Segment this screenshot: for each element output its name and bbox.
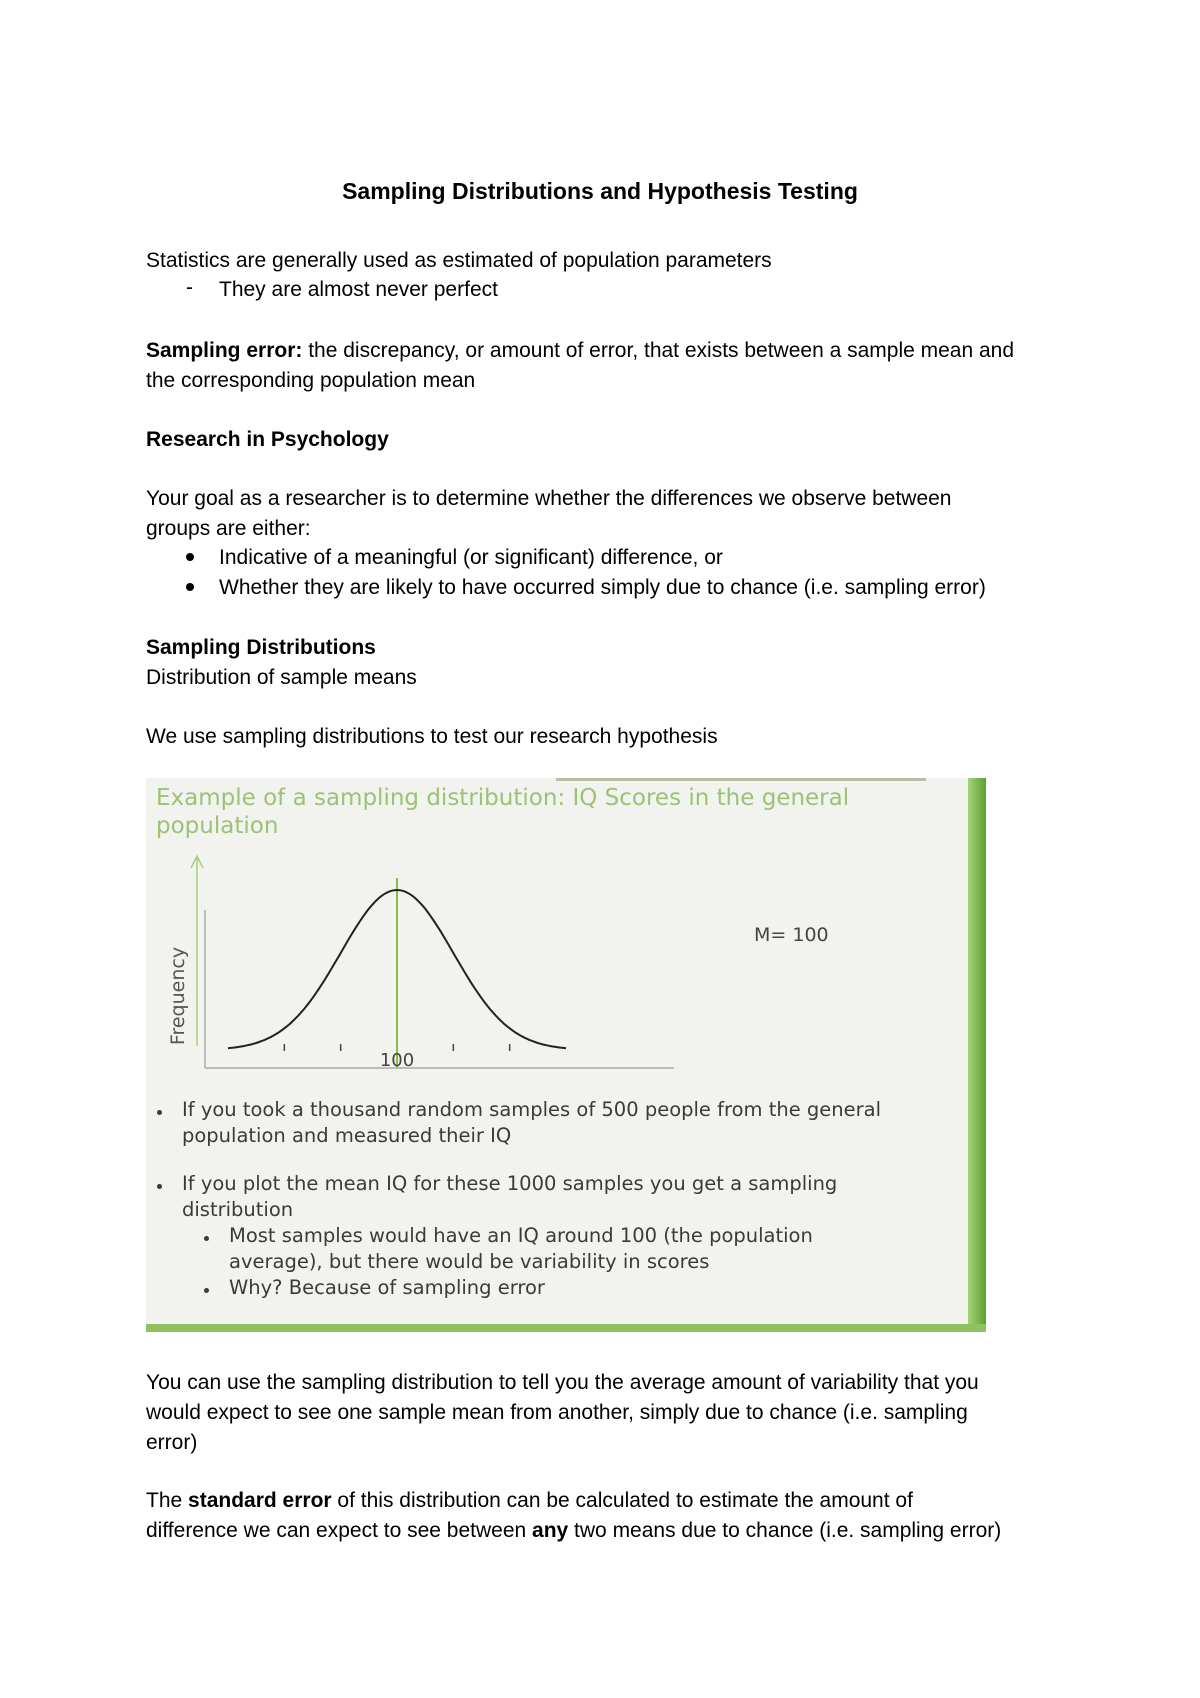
goal-text-line1: Your goal as a researcher is to determine whether the differences we observe between <box>146 487 952 510</box>
se-suffix: of this distribution can be calculated to estimate the amount of <box>331 1489 913 1512</box>
slide-bullet1-line1: If you took a thousand random samples of 500 people from the general <box>182 1098 882 1121</box>
intro-subpoint: They are almost never perfect <box>219 278 498 301</box>
slide-bullet-dot <box>157 1184 162 1189</box>
slide-title-line2: population <box>156 813 279 839</box>
variability-text-line1: You can use the sampling distribution to tell you the average amount of variability that you <box>146 1371 979 1394</box>
bullet-dot <box>186 583 194 591</box>
sampling-error-text: the discrepancy, or amount of error, that exists between a sample mean and <box>302 339 1015 362</box>
slide-subbullet-dot <box>204 1288 209 1293</box>
slide-subbullet2: Why? Because of sampling error <box>229 1276 545 1299</box>
sampling-distributions-definition: Distribution of sample means <box>146 666 417 689</box>
normal-distribution-chart <box>146 778 986 1078</box>
intro-text: Statistics are generally used as estimated of population parameters <box>146 249 772 272</box>
embedded-slide <box>146 778 986 1332</box>
se-line2-prefix: difference we can expect to see between <box>146 1519 533 1542</box>
variability-text-line2: would expect to see one sample mean from another, simply due to chance (i.e. sampling <box>146 1401 968 1424</box>
bullet-dot <box>186 553 194 561</box>
slide-subbullet1-line2: average), but there would be variability in scores <box>229 1250 710 1273</box>
research-heading: Research in Psychology <box>146 428 389 451</box>
sampling-error-term: Sampling error: <box>146 339 303 362</box>
goal-bullet-2: Whether they are likely to have occurred simply due to chance (i.e. sampling error) <box>219 576 986 599</box>
sampling-distributions-heading: Sampling Distributions <box>146 636 376 659</box>
se-prefix: The <box>146 1489 189 1512</box>
y-axis-label: Frequency <box>167 946 189 1046</box>
slide-bullet1-line2: population and measured their IQ <box>182 1124 512 1147</box>
se-line2-suffix: two means due to chance (i.e. sampling error) <box>568 1519 1002 1542</box>
slide-title-line1: Example of a sampling distribution: IQ Scores in the general <box>156 785 850 811</box>
standard-error-line1 <box>146 1486 913 1515</box>
goal-bullet-1: Indicative of a meaningful (or significant) difference, or <box>219 546 723 569</box>
slide-bullet2-line1: If you plot the mean IQ for these 1000 samples you get a sampling <box>182 1172 838 1195</box>
slide-green-bottom <box>146 1324 986 1332</box>
any-emphasis: any <box>532 1519 569 1542</box>
dash-marker: - <box>186 276 193 299</box>
page-title: Sampling Distributions and Hypothesis Testing <box>342 178 858 204</box>
slide-bullet2-line2: distribution <box>182 1198 294 1221</box>
standard-error-term: standard error <box>188 1489 332 1512</box>
slide-subbullet-dot <box>204 1236 209 1241</box>
variability-text-line3: error) <box>146 1431 198 1454</box>
goal-text-line2: groups are either: <box>146 517 311 540</box>
standard-error-line2 <box>146 1516 1001 1545</box>
sampling-error-definition <box>146 336 1014 365</box>
slide-bullet-dot <box>157 1110 162 1115</box>
mean-annotation: M= 100 <box>754 924 829 946</box>
slide-subbullet1-line1: Most samples would have an IQ around 100 (the population <box>229 1224 813 1247</box>
hypothesis-text: We use sampling distributions to test our research hypothesis <box>146 725 718 748</box>
sampling-error-text-line2: the corresponding population mean <box>146 369 476 392</box>
x-tick-label: 100 <box>379 1050 415 1071</box>
